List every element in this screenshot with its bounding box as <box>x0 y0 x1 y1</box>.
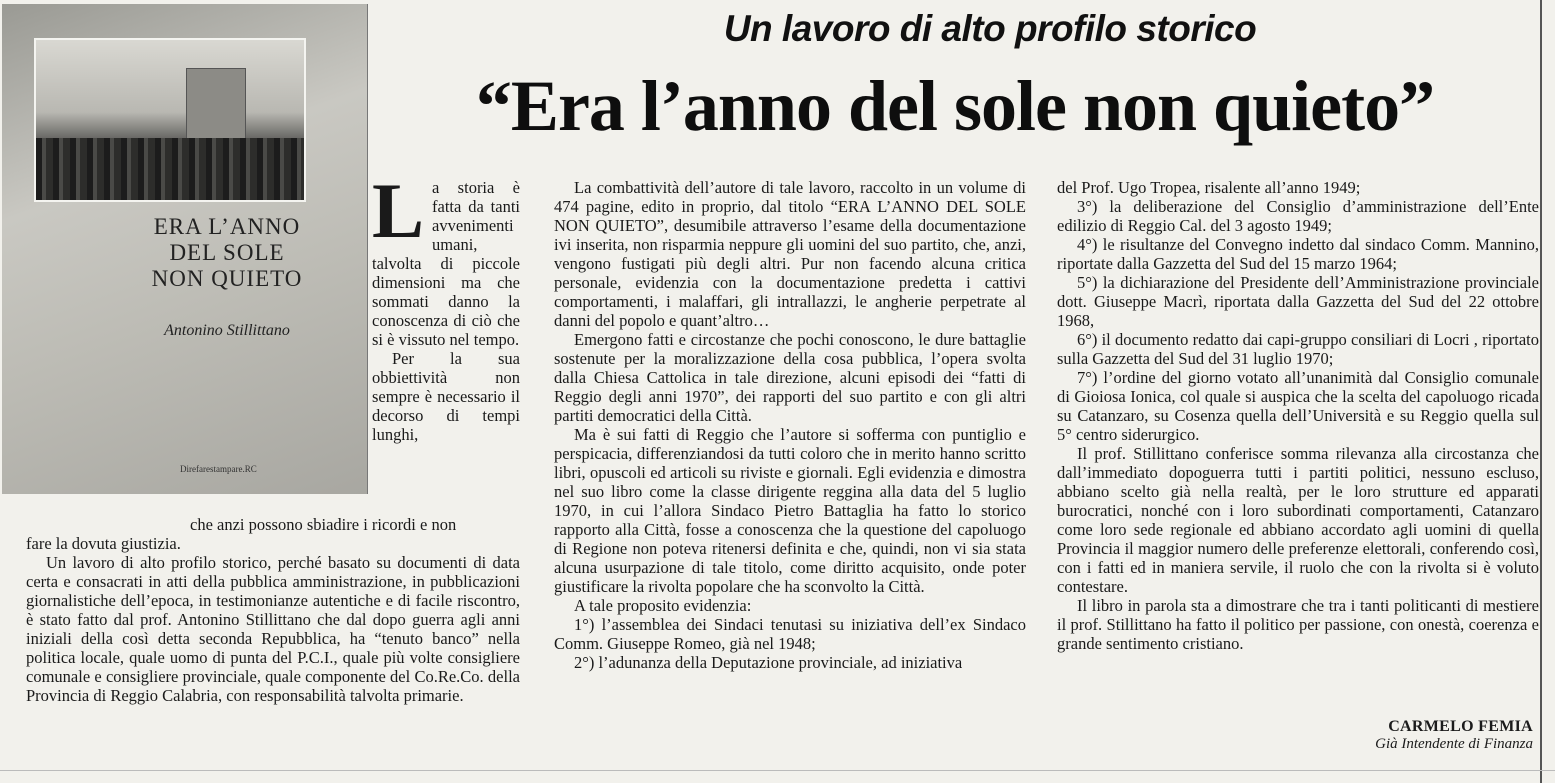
article-column-3 <box>1057 178 1539 653</box>
author-title: Già Intendente di Finanza <box>1375 736 1533 752</box>
book-cover-author: Antonino Stillittano <box>164 322 290 339</box>
drop-cap: L <box>372 167 425 254</box>
paragraph: 5°) la dichiarazione del Presidente dell’Amministrazione provinciale dott. Giuseppe Macrì, riportata dalla Gazzetta del Sud del 22 ottobre 1968, <box>1057 273 1539 330</box>
paragraph: 3°) la deliberazione del Consiglio d’amministrazione dell’Ente edilizio di Reggio Cal. del 3 agosto 1949; <box>1057 197 1539 235</box>
paragraph: 6°) il documento redatto dai capi-gruppo consiliari di Locri , riportato sulla Gazzetta del Sud del 31 luglio 1970; <box>1057 330 1539 368</box>
paragraph: Un lavoro di alto profilo storico, perché basato su documenti di data certa e consacrati in atti della pubblica amministrazione, in pubblicazioni giornalistiche dell’epoca, in testimonianze autentiche e di facile riscontro, è stato fatto dal prof. Antonino Stillittano che dal dopo guerra agli anni iniziali della così detta seconda Repubblica, ha “tenuto banco” nella politica locale, quale uomo di punta del P.C.I., quale più volte consigliere comunale e consigliere provinciale, quale componente del Co.Re.Co. della Provincia di Reggio Calabria, con responsabilità talvolta primarie. <box>26 553 520 705</box>
paragraph-continuation: che anzi possono sbiadire i ricordi e non <box>190 515 457 534</box>
photo-crowd <box>36 138 304 200</box>
right-border-rule <box>1540 0 1542 783</box>
paragraph: Emergono fatti e circostanze che pochi conoscono, le dure battaglie sostenute per la moralizzazione della cosa pubblica, l’opera svolta dalla Chiesa Cattolica in tale direzione, alcuni episodi dei “fatti di Reggio degli anni 1970”, dei rapporti del suo partito e con gli altri partiti democratici della Città. <box>554 330 1026 425</box>
paragraph: Per la sua obbiettività non sempre è necessario il decorso di tempi lunghi, <box>372 349 520 444</box>
book-cover-image <box>2 4 368 494</box>
article-column-1-lower <box>26 534 520 705</box>
paragraph: Il prof. Stillittano conferisce somma rilevanza alla circostanza che dall’immediato dopoguerra tutti i partiti politici, nessuno escluso, abbiano scelto già nella realtà, per le loro strutture ed apparati burocratici, nonché con i loro subordinati comportamenti, Catanzaro come loro sede regionale ed abbiano accordato agli uomini di quella Provincia il maggior numero delle preferenze elettorali, conferendo così, con i fatti ed in maniera servile, il ruolo che con la rivolta si è voluto contestare. <box>1057 444 1539 596</box>
paragraph: 1°) l’assemblea dei Sindaci tenutasi su iniziativa dell’ex Sindaco Comm. Giuseppe Romeo, già nel 1948; <box>554 615 1026 653</box>
paragraph: 4°) le risultanze del Convegno indetto dal sindaco Comm. Mannino, riportate dalla Gazzetta del Sud del 15 marzo 1964; <box>1057 235 1539 273</box>
article-column-2 <box>554 178 1026 672</box>
article-headline: “Era l’anno del sole non quieto” <box>475 66 1435 146</box>
paragraph: La combattività dell’autore di tale lavoro, raccolto in un volume di 474 pagine, edito in proprio, dal titolo “ERA L’ANNO DEL SOLE NON QUIETO”, desumibile attraverso l’esame della documentazione ivi inserita, non risparmia neppure gli uomini del suo partito, che, anzi, vengono fustigati più degli altri. Pur non facendo alcuna critica personale, evidenzia con la documentazione predetta i cattivi comportamenti, i malaffari, gli intrallazzi, le angherie perpetrate al danni del popolo e quant’altro… <box>554 178 1026 330</box>
book-cover-title <box>132 214 322 292</box>
author-name: CARMELO FEMIA <box>1388 718 1533 735</box>
paragraph: 7°) l’ordine del giorno votato all’unanimità dal Consiglio comunale di Gioiosa Ionica, col quale si auspica che la scelta del capoluogo ricada su Catanzaro, su Cosenza quella dell’Università e su Reggio quella sul 5° centro siderurgico. <box>1057 368 1539 444</box>
paragraph: Il libro in parola sta a dimostrare che tra i tanti politicanti di mestiere il prof. Stillittano ha fatto il politico per passione, con onestà, coerenza e grande sentimento cristiano. <box>1057 596 1539 653</box>
article-column-1 <box>372 167 520 444</box>
book-title-line: DEL SOLE <box>169 240 285 265</box>
paragraph: 2°) l’adunanza della Deputazione provinciale, ad iniziativa <box>574 653 963 672</box>
book-cover-photo <box>34 38 306 202</box>
paragraph: Ma è sui fatti di Reggio che l’autore si sofferma con puntiglio e perspicacia, differenziandosi da tutti coloro che in merito hanno scritto libri, opuscoli ed articoli su riviste e giornali. Egli evidenzia e dimostra nel suo libro come la classe dirigente reggina alla data del 5 luglio 1970, in cui l’allora Sindaco Pietro Battaglia ha fatto lo storico rapporto alla Città, fosse a conoscenza che la questione del capoluogo di Regione non poteva ritenersi definita e che, quindi, non vi sia stata alcuna usurpazione di tale titolo, come diritto acquisito, onde poter giustificare la rivolta popolare che ha sconvolto la Città. <box>554 425 1026 596</box>
paragraph: del Prof. Ugo Tropea, risalente all’anno 1949; <box>1057 178 1361 197</box>
book-title-line: NON QUIETO <box>151 266 303 291</box>
paragraph: A tale proposito evidenzia: <box>574 596 752 615</box>
book-cover-credit: Direfarestampare.RC <box>180 464 257 474</box>
author-signature <box>1240 718 1533 753</box>
bottom-border-rule <box>0 770 1555 771</box>
article-kicker: Un lavoro di alto profilo storico <box>723 8 1257 49</box>
paragraph: fare la dovuta giustizia. <box>26 534 181 553</box>
paragraph: a storia è fatta da tanti avvenimenti umani, talvolta di piccole dimensioni ma che sommati danno la conoscenza di ciò che si è vissuto nel tempo. <box>372 178 520 349</box>
book-title-line: ERA L’ANNO <box>153 214 301 239</box>
